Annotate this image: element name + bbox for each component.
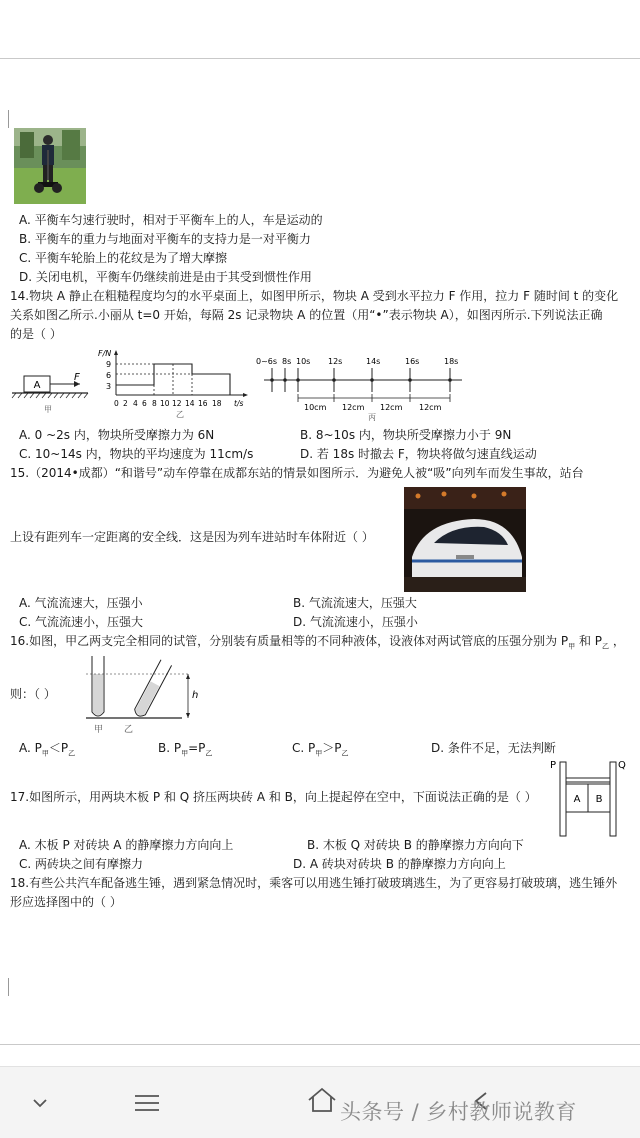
- q16-stem-line2: 则：（ ）: [10, 687, 56, 701]
- distance-label-3: 12cm: [380, 403, 403, 412]
- y-tick-3: 3: [106, 382, 112, 391]
- force-f-label: F: [74, 372, 80, 383]
- brick-b-label: B: [595, 794, 603, 805]
- y-tick-9: 9: [106, 360, 112, 369]
- q16-test-tube-figure: [84, 652, 208, 738]
- q13-option-c: C. 平衡车轮胎上的花纹是为了增大摩擦: [19, 251, 228, 265]
- q15-option-d: D. 气流流速小，压强小: [293, 615, 418, 629]
- x-tick-14: 14: [185, 399, 195, 408]
- segway-photo: [14, 128, 86, 204]
- time-label-14s: 14s: [366, 357, 381, 366]
- q17-option-c: C. 两砖块之间有摩擦力: [19, 857, 144, 871]
- q13-option-a: A. 平衡车匀速行驶时，相对于平衡车上的人，车是运动的: [19, 213, 323, 227]
- q16-option-b: B. $P_甲=P_乙$: [158, 741, 213, 758]
- q16-option-c: C. $P_甲>P_乙$: [292, 741, 349, 758]
- q14-option-d: D. 若 18s 时撤去 F，物块将做匀速直线运动: [300, 447, 537, 461]
- q14-figure-yi: [96, 347, 256, 419]
- q17-brick-figure: [548, 756, 630, 840]
- q14-option-b: B. 8~10s 内，物块所受摩擦力小于 9N: [300, 428, 512, 442]
- q16-stem-line1: 16.如图，甲乙两支完全相同的试管，分别装有质量相等的不同种液体，设液体对两试管底的压强分别为 $P_甲$ 和 $P_乙$ ，: [10, 634, 625, 651]
- distance-label-4: 12cm: [419, 403, 442, 412]
- q18-stem-line2: 形应选择图中的（ ）: [10, 895, 122, 909]
- x-tick-0: 0: [114, 399, 119, 408]
- board-p-label: P: [550, 760, 557, 771]
- q16-option-d: D. 条件不足，无法判断: [431, 741, 556, 755]
- time-label-8s: 8s: [282, 357, 292, 366]
- time-label-12s: 12s: [328, 357, 343, 366]
- time-label-0-6s: 0~6s: [256, 357, 278, 366]
- x-axis-unit: t/s: [234, 399, 244, 408]
- graph-y-axis-label: F/N: [98, 349, 112, 358]
- y-tick-6: 6: [106, 371, 112, 380]
- q14-stem-line2: 关系如图乙所示.小丽从 t=0 开始，每隔 2s 记录物块 A 的位置（用“•”表示物块 A），如图丙所示.下列说法正确: [10, 308, 603, 322]
- page-corner-mark-bottom: [8, 978, 18, 996]
- q14-figure-jia: [10, 366, 90, 416]
- figure-jia-caption: 甲: [44, 405, 52, 414]
- q15-option-c: C. 气流流速小，压强大: [19, 615, 144, 629]
- q14-option-a: A. 0 ~2s 内，物块所受摩擦力为 6N: [19, 428, 215, 442]
- page-bottom-rule: [0, 1044, 640, 1045]
- q14-figure-bing: [254, 352, 466, 424]
- q14-option-c: C. 10~14s 内，物块的平均速度为 11cm/s: [19, 447, 254, 461]
- q13-option-b: B. 平衡车的重力与地面对平衡车的支持力是一对平衡力: [19, 232, 311, 246]
- chevron-down-icon[interactable]: [20, 1067, 60, 1138]
- q17-option-d: D. A 砖块对砖块 B 的静摩擦力方向向上: [293, 857, 506, 871]
- tube-yi-label: 乙: [124, 725, 134, 735]
- board-q-label: Q: [618, 760, 626, 771]
- q15-stem-line1: 15.（2014•成都）“和谐号”动车停靠在成都东站的情景如图所示．为避免人被“吸”向列车而发生事故，站台: [10, 466, 584, 480]
- menu-icon[interactable]: [126, 1067, 168, 1138]
- figure-yi-caption: 乙: [176, 410, 184, 419]
- q18-stem-line1: 18.有些公共汽车配备逃生锤，遇到紧急情况时，乘客可以用逃生锤打破玻璃逃生，为了更容易打破玻璃，逃生锤外: [10, 876, 618, 890]
- q14-stem-line1: 14.物块 A 静止在粗糙程度均匀的水平桌面上，如图甲所示，物块 A 受到水平拉力 F 作用，拉力 F 随时间 t 的变化: [10, 289, 619, 303]
- time-label-18s: 18s: [444, 357, 459, 366]
- q17-option-b: B. 木板 Q 对砖块 B 的静摩擦力方向向下: [307, 838, 524, 852]
- q14-stem-line3: 的是（ ）: [10, 327, 62, 341]
- q17-stem: 17.如图所示，用两块木板 P 和 Q 挤压两块砖 A 和 B，向上提起停在空中，下面说法正确的是（ ）: [10, 790, 537, 804]
- tube-jia-label: 甲: [94, 725, 104, 735]
- q15-option-b: B. 气流流速大，压强大: [293, 596, 417, 610]
- figure-bing-caption: 丙: [368, 413, 376, 422]
- watermark-text: 头条号 / 乡村教师说教育: [340, 1100, 577, 1124]
- x-tick-18: 18: [212, 399, 222, 408]
- time-label-10s: 10s: [296, 357, 311, 366]
- block-a-label: A: [33, 380, 41, 391]
- q17-option-a: A. 木板 P 对砖块 A 的静摩擦力方向向上: [19, 838, 234, 852]
- distance-label-2: 12cm: [342, 403, 365, 412]
- time-label-16s: 16s: [405, 357, 420, 366]
- q15-option-a: A. 气流流速大，压强小: [19, 596, 143, 610]
- distance-label-1: 10cm: [304, 403, 327, 412]
- train-photo: [404, 487, 526, 592]
- q15-stem-line2: 上设有距列车一定距离的安全线．这是因为列车进站时车体附近（ ）: [10, 530, 374, 544]
- x-tick-4: 4: [133, 399, 138, 408]
- x-tick-8: 8: [152, 399, 157, 408]
- x-tick-12: 12: [172, 399, 182, 408]
- x-tick-2: 2: [123, 399, 128, 408]
- q16-option-a: A. $P_甲<P_乙$: [19, 741, 76, 758]
- height-h-label: h: [192, 690, 199, 701]
- q13-option-d: D. 关闭电机，平衡车仍继续前进是由于其受到惯性作用: [19, 270, 312, 284]
- brick-a-label: A: [573, 794, 581, 805]
- home-icon[interactable]: [300, 1067, 344, 1138]
- x-tick-16: 16: [198, 399, 208, 408]
- x-tick-6: 6: [142, 399, 147, 408]
- x-tick-10: 10: [160, 399, 170, 408]
